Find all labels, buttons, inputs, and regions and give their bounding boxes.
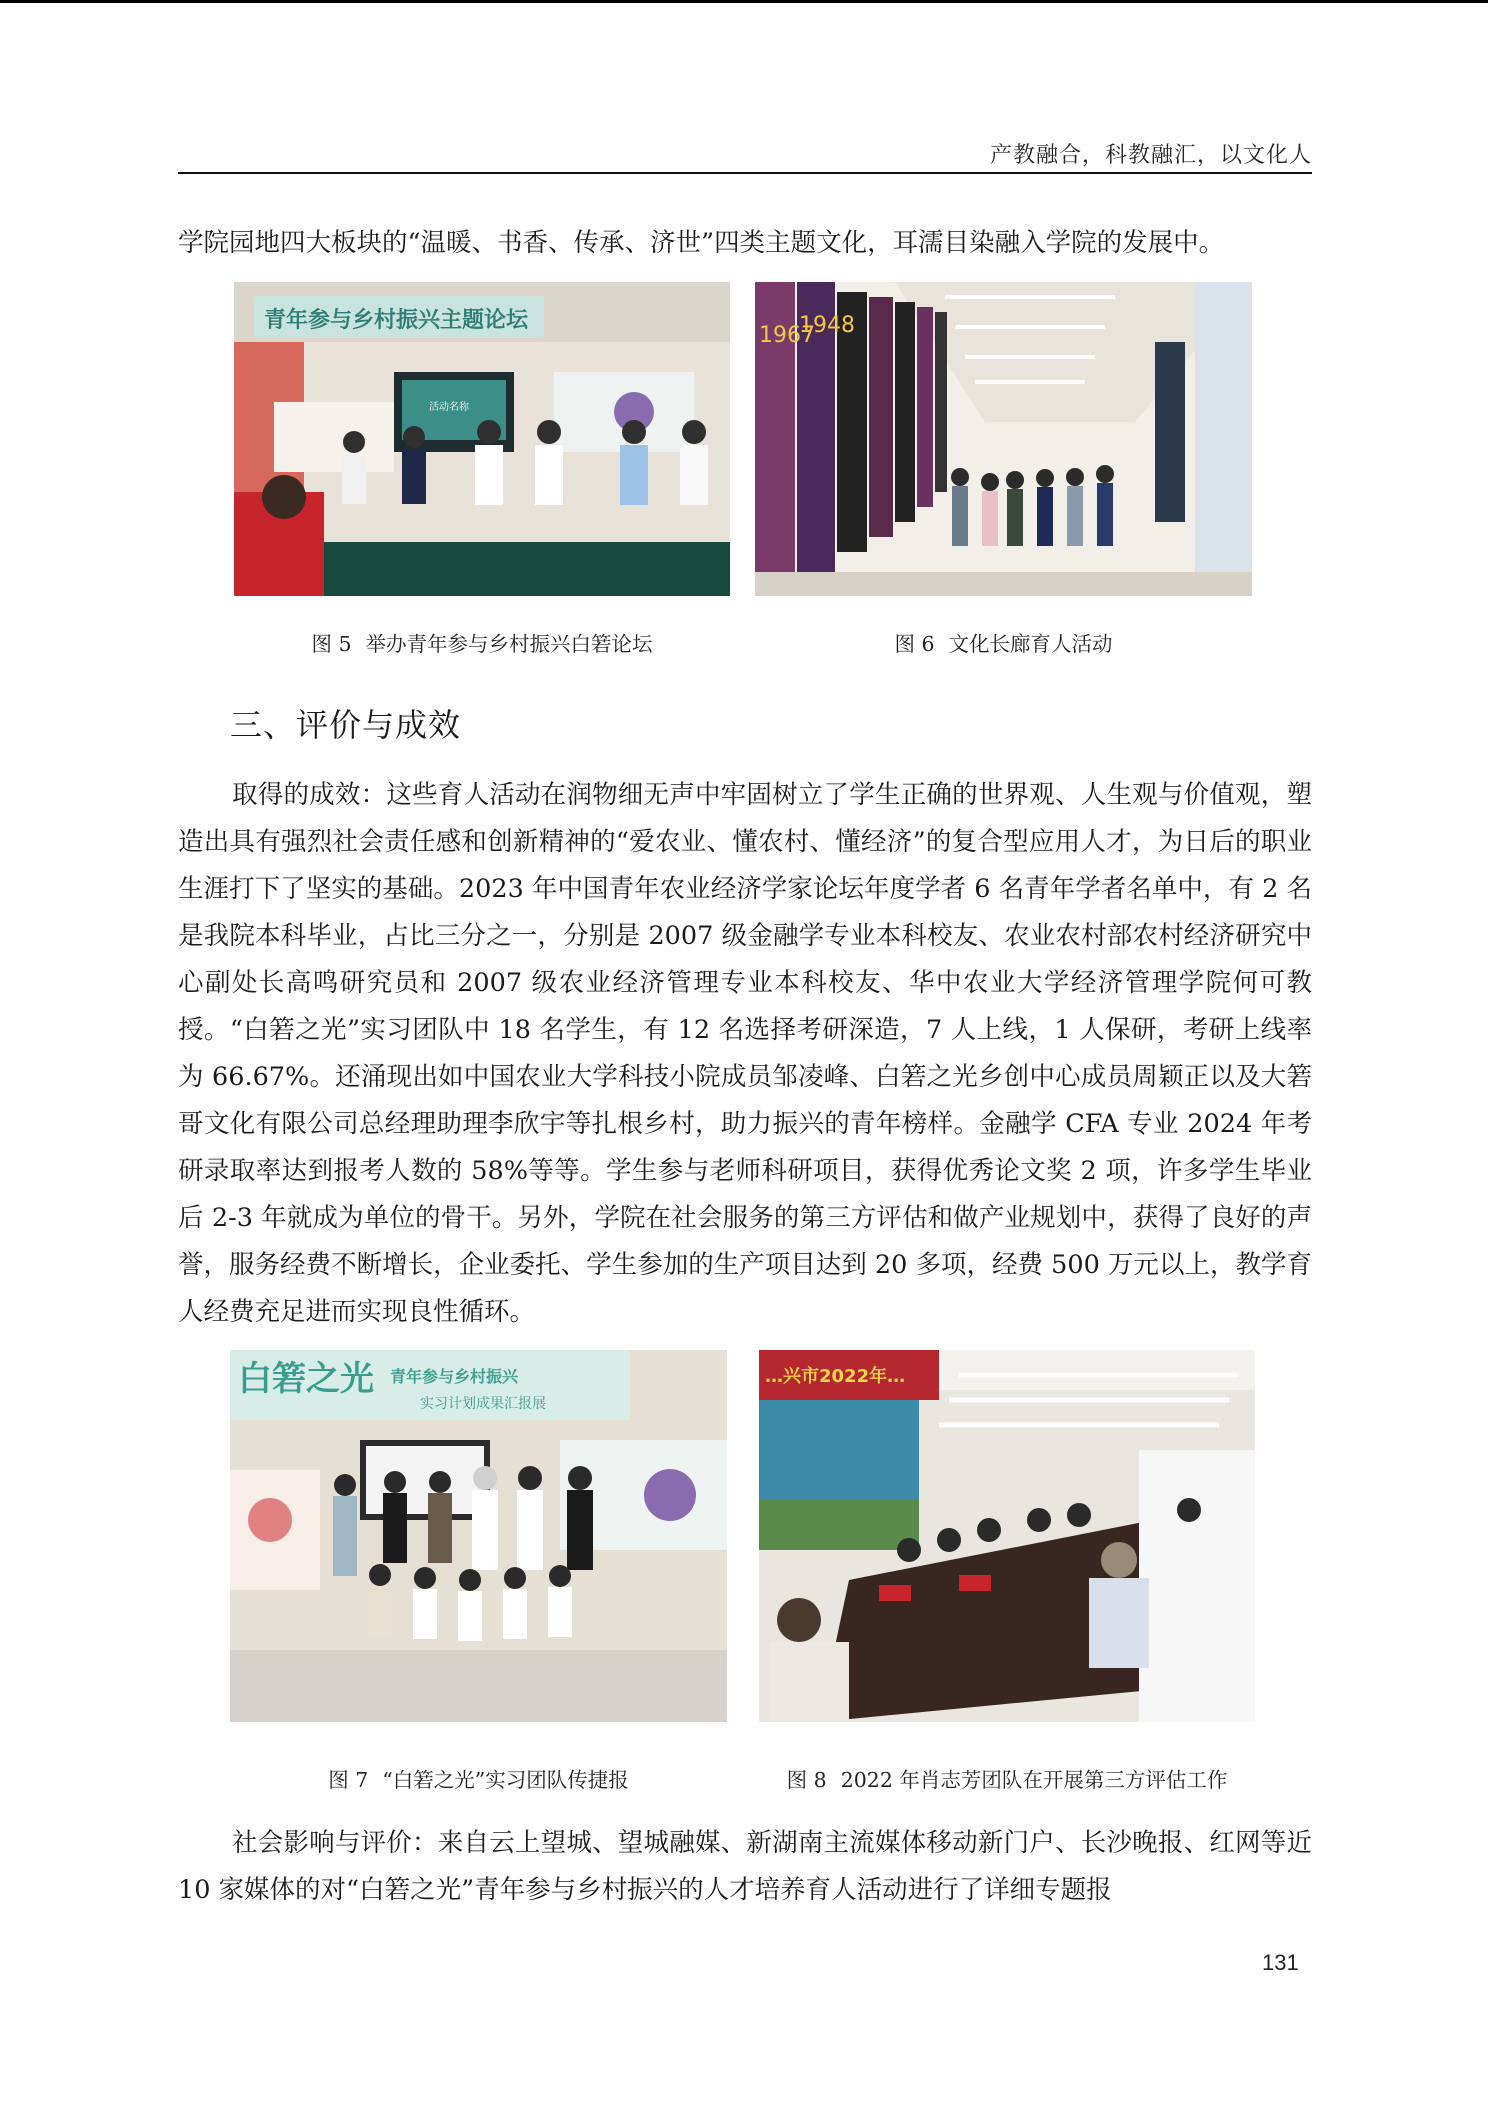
figure-7-photo [230, 1350, 727, 1722]
figure-7-number: 图 7 [328, 1768, 369, 1792]
figure-8-caption [759, 1763, 1255, 1793]
figure-8-photo [759, 1350, 1255, 1722]
page-top-border [0, 0, 1488, 3]
fig7-banner-sub2: 实习计划成果汇报展 [420, 1396, 546, 1412]
figure-5-number: 图 5 [311, 632, 352, 656]
figure-6-caption [755, 627, 1252, 657]
figure-8-number: 图 8 [786, 1768, 827, 1792]
achievements-paragraph: 取得的成效：这些育人活动在润物细无声中牢固树立了学生正确的世界观、人生观与价值观，塑造出具有强烈社会责任感和创新精神的“爱农业、懂农村、懂经济”的复合型应用人才，为日后的职业生涯打下了坚实的基础。2023 年中国青年农业经济学家论坛年度学者 6 名青年学者名单中，有 2 名是我院本科毕业，占比三分之一，分别是 2007 级金融学专业本科校友、农业农村部农村经济研究中心副处长高鸣研究员和 2007 级农业经济管理专业本科校友、华中农业大学经济管理学院何可教授。“白箬之光”实习团队中 18 名学生，有 12 名选择考研深造，7 人上线，1 人保研，考研上线率为 66.67%。还涌现出如中国农业大学科技小院成员邹凌峰、白箬之光乡创中心成员周颖正以及大箬哥文化有限公司总经理助理李欣宇等扎根乡村，助力振兴的青年榜样。金融学 CFA 专业 2024 年考研录取率达到报考人数的 58%等等。学生参与老师科研项目，获得优秀论文奖 2 项，许多学生毕业后 2-3 年就成为单位的骨干。另外，学院在社会服务的第三方评估和做产业规划中，获得了良好的声誉，服务经费不断增长，企业委托、学生参加的生产项目达到 20 多项，经费 500 万元以上，教学育人经费充足进而实现良性循环。 [178, 780, 1312, 1327]
figure-5-caption [234, 627, 730, 657]
fig7-banner-main: 白箬之光 [238, 1359, 374, 1399]
fig6-year-1: 1967 [759, 323, 815, 348]
fig6-year-2: 1948 [799, 313, 855, 338]
figure-5-caption-text: 举办青年参与乡村振兴白箬论坛 [365, 632, 653, 656]
figure-7-caption [230, 1763, 727, 1793]
figure-7-caption-text: “白箬之光”实习团队传捷报 [382, 1768, 629, 1792]
figure-5-photo [234, 282, 730, 596]
fig8-banner-text: …兴市2022年… [765, 1366, 906, 1387]
header-rule [178, 172, 1312, 174]
figure-6-number: 图 6 [894, 632, 935, 656]
section-heading: 三、评价与成效 [230, 706, 462, 744]
figure-8-caption-text: 2022 年肖志芳团队在开展第三方评估工作 [840, 1768, 1228, 1792]
figure-6-caption-text: 文化长廊育人活动 [948, 632, 1113, 656]
social-impact-paragraph: 社会影响与评价：来自云上望城、望城融媒、新湖南主流媒体移动新门户、长沙晚报、红网等近 10 家媒体的对“白箬之光”青年参与乡村振兴的人才培养育人活动进行了详细专题报 [178, 1828, 1312, 1905]
page-number: 131 [1262, 1950, 1299, 1975]
fig5-screen-text: 活动名称 [429, 402, 469, 413]
running-header: 产教融合，科教融汇，以文化人 [989, 143, 1312, 168]
fig7-banner-sub: 青年参与乡村振兴 [390, 1367, 519, 1386]
fig5-banner-text: 青年参与乡村振兴主题论坛 [264, 308, 529, 333]
intro-paragraph: 学院园地四大板块的“温暖、书香、传承、济世”四类主题文化，耳濡目染融入学院的发展中。 [178, 228, 1225, 258]
figure-6-photo [755, 282, 1252, 596]
